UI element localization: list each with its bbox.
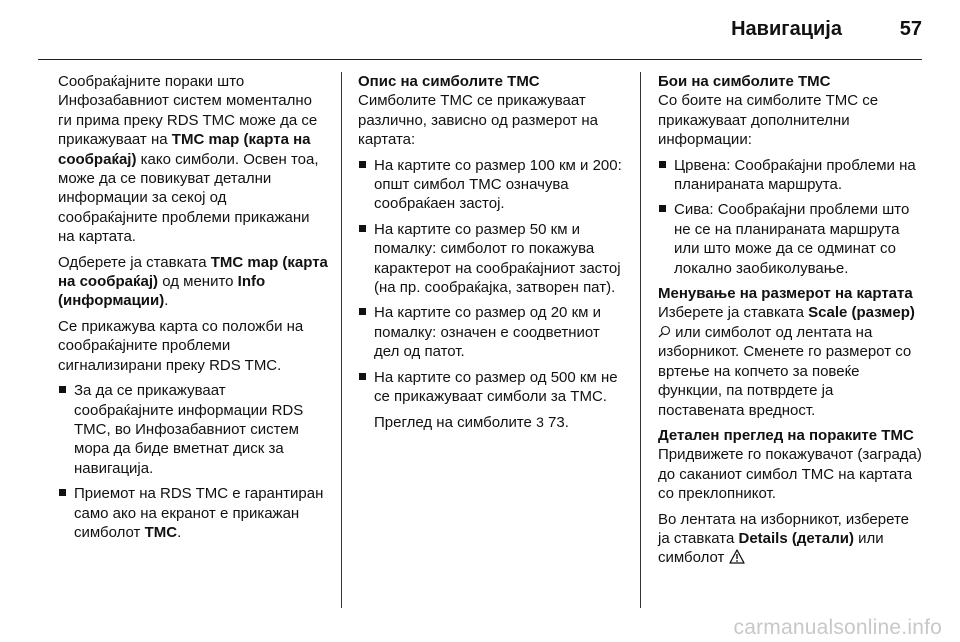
tmc-symbol-label: TMC: [144, 523, 178, 541]
page-number: 57: [899, 18, 922, 40]
page-reference-link[interactable]: 73.: [543, 413, 569, 431]
bullet-list: [658, 156, 922, 278]
menu-term: TMC map (карта на сообраќај): [58, 131, 311, 168]
list-item: Сива: Сообраќајни проблеми што не се на планираната маршрута или што може да се одминат со локално заобиколување.: [658, 200, 922, 278]
menu-term: Scale (размер): [808, 304, 915, 322]
section-heading: Менување на размерот на картата: [658, 285, 913, 303]
list-item: На картите со размер од 20 км и помалку: означен е соодветниот дел од патот.: [358, 303, 626, 361]
page-title: Навигација: [731, 18, 842, 40]
menu-term: TMC map (карта на сообраќај): [58, 253, 328, 291]
column-3: [658, 72, 922, 576]
paragraph: Се прикажува карта со положби на сообраќајните проблеми сигнализирани преку RDS TMC.: [58, 317, 304, 374]
list-item: За да се прикажуваат сообраќајните информации RDS TMC, во Инфозабавниот систем мора да биде вметнат диск за навигација.: [58, 381, 328, 478]
warning-triangle-icon: [729, 549, 745, 569]
menu-term: Details (детали): [738, 529, 854, 547]
paragraph: Со боите на симболите TMC се прикажуваат дополнителни информации:: [658, 92, 879, 149]
watermark: carmanualsonline.info: [733, 616, 942, 639]
bullet-list: [358, 156, 626, 407]
column-2: [358, 72, 626, 438]
list-item: На картите со размер 50 км и помалку: симболот го покажува карактерот на сообраќајниот застој (на пр. сообраќајка, затворен пат).: [358, 220, 626, 298]
paragraph: Преглед на симболите 3 73.: [374, 413, 569, 431]
paragraph: Симболите TMC се прикажуваат различно, зависно од размерот на картата:: [358, 92, 598, 149]
magnifier-icon: [658, 324, 671, 340]
list-item: Црвена: Сообраќајни проблеми на планираната маршрута.: [658, 156, 922, 195]
paragraph: Одберете ја ставката TMC map (карта на сообраќај) од менито Info (информации).: [58, 253, 328, 310]
bullet-list: [58, 381, 328, 542]
list-item: Приемот на RDS TMC е гарантиран само ако на екранот е прикажан симболот TMC.: [58, 484, 328, 542]
paragraph: Придвижете го покажувачот (заграда) до саканиот симбол TMC на картата со преклопникот.: [658, 446, 922, 503]
column-1: [58, 72, 328, 548]
section-heading: Бои на симболите TMC: [658, 73, 831, 90]
menu-term: Info (информации): [58, 273, 266, 310]
section-heading: Детален преглед на пораките TMC: [658, 426, 914, 444]
column-divider: [640, 72, 641, 608]
page-header: [0, 0, 960, 60]
paragraph: Во лентата на изборникот, изберете ја ставката Details (детали) или симболот: [658, 510, 922, 570]
list-item: На картите со размер 100 км и 200: општ симбол TMC означува сообраќаен застој.: [358, 156, 626, 214]
paragraph: Сообраќајните пораки што Инфозабавниот систем моментално ги прима преку RDS TMC може да се прикажуваат на TMC map (карта на сообраќај) како симболи. Освен тоа, може да се повикуват детални информации за секој од сообраќајните проблеми прикажани на картата.: [58, 73, 319, 246]
list-item: На картите со размер од 500 км не се прикажуваат симболи за TMC.: [358, 368, 626, 407]
section-heading: Опис на симболите TMC: [358, 73, 540, 90]
paragraph: Изберете ја ставката Scale (размер) или симболот од лентата на изборникот. Сменете го размерот со вртење на копчето за повеќе функции, па потврдете ја поставената вредност.: [658, 304, 915, 419]
header-rule: [38, 59, 922, 60]
column-divider: [341, 72, 342, 608]
arrow-reference-icon: 3: [536, 413, 544, 430]
